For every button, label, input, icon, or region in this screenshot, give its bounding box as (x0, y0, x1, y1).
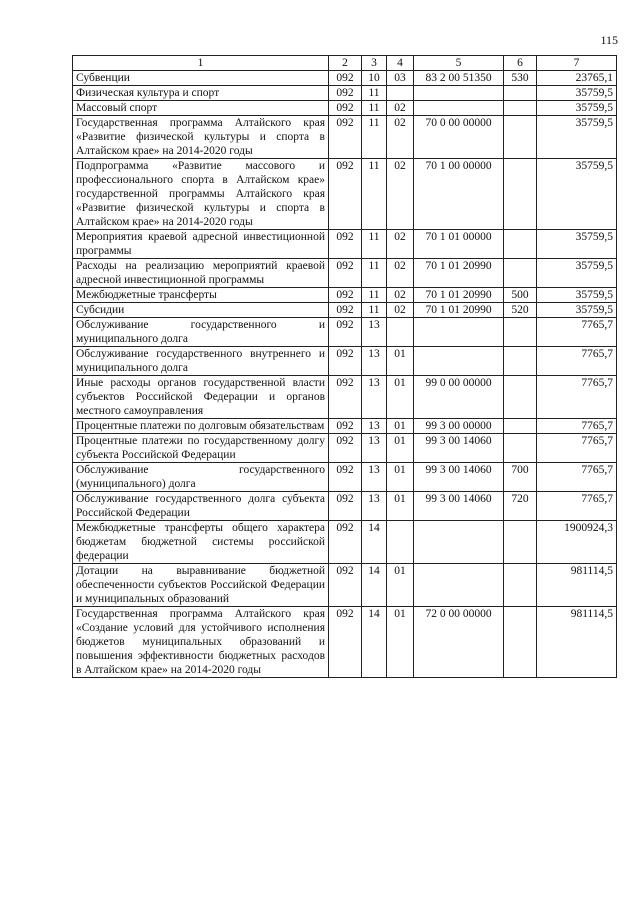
row-code-cell: 092 (329, 564, 362, 607)
table-row (73, 376, 617, 419)
row-subsection-cell: 02 (387, 288, 414, 303)
table-row (73, 116, 617, 159)
row-subsection-cell: 02 (387, 230, 414, 259)
row-target-article-cell (414, 347, 504, 376)
header-cell: 5 (414, 56, 504, 71)
row-amount-cell: 7765,7 (537, 347, 617, 376)
page-number: 115 (600, 33, 618, 47)
row-section-cell: 11 (362, 303, 387, 318)
header-cell: 2 (329, 56, 362, 71)
row-section-cell: 14 (362, 564, 387, 607)
row-name-cell: Субсидии (73, 303, 329, 318)
row-subsection-cell: 01 (387, 564, 414, 607)
row-target-article-cell: 70 0 00 00000 (414, 116, 504, 159)
row-section-cell: 11 (362, 230, 387, 259)
row-section-cell: 13 (362, 419, 387, 434)
row-section-cell: 13 (362, 463, 387, 492)
row-name-cell: Мероприятия краевой адресной инвестиционной программы (73, 230, 329, 259)
row-expense-type-cell (504, 521, 537, 564)
table-row (73, 318, 617, 347)
row-section-cell: 13 (362, 376, 387, 419)
row-section-cell: 11 (362, 288, 387, 303)
row-code-cell: 092 (329, 71, 362, 86)
row-amount-cell: 7765,7 (537, 376, 617, 419)
row-target-article-cell: 99 3 00 14060 (414, 463, 504, 492)
row-code-cell: 092 (329, 419, 362, 434)
row-target-article-cell: 99 3 00 14060 (414, 434, 504, 463)
row-expense-type-cell (504, 607, 537, 678)
table-row (73, 303, 617, 318)
row-name-cell: Межбюджетные трансферты общего характера бюджетам бюджетной системы российской федерации (73, 521, 329, 564)
row-name-cell: Процентные платежи по долговым обязательствам (73, 419, 329, 434)
row-name-cell: Государственная программа Алтайского края «Создание условий для устойчивого исполнения бюджетов муниципальных образований и повышения эффективности бюджетных расходов в Алтайском крае» на 2014-2020 годы (73, 607, 329, 678)
row-section-cell: 11 (362, 159, 387, 230)
row-expense-type-cell (504, 434, 537, 463)
row-expense-type-cell: 700 (504, 463, 537, 492)
table-row (73, 347, 617, 376)
table-row (73, 259, 617, 288)
row-section-cell: 14 (362, 607, 387, 678)
row-subsection-cell: 02 (387, 159, 414, 230)
row-expense-type-cell (504, 86, 537, 101)
header-cell: 3 (362, 56, 387, 71)
row-expense-type-cell (504, 376, 537, 419)
row-expense-type-cell (504, 419, 537, 434)
row-amount-cell: 7765,7 (537, 463, 617, 492)
row-expense-type-cell (504, 116, 537, 159)
row-amount-cell: 23765,1 (537, 71, 617, 86)
row-expense-type-cell: 720 (504, 492, 537, 521)
header-cell: 7 (537, 56, 617, 71)
row-code-cell: 092 (329, 288, 362, 303)
table-row (73, 521, 617, 564)
table-row (73, 101, 617, 116)
row-subsection-cell (387, 521, 414, 564)
row-name-cell: Физическая культура и спорт (73, 86, 329, 101)
row-subsection-cell (387, 318, 414, 347)
row-code-cell: 092 (329, 318, 362, 347)
row-expense-type-cell (504, 347, 537, 376)
row-section-cell: 13 (362, 492, 387, 521)
row-name-cell: Государственная программа Алтайского края «Развитие физической культуры и спорта в Алтайском крае» на 2014-2020 годы (73, 116, 329, 159)
row-name-cell: Процентные платежи по государственному долгу субъекта Российской Федерации (73, 434, 329, 463)
row-code-cell: 092 (329, 86, 362, 101)
row-section-cell: 14 (362, 521, 387, 564)
row-expense-type-cell (504, 230, 537, 259)
row-expense-type-cell (504, 318, 537, 347)
row-name-cell: Иные расходы органов государственной власти субъектов Российской Федерации и органов местного самоуправления (73, 376, 329, 419)
row-target-article-cell (414, 318, 504, 347)
row-amount-cell: 35759,5 (537, 303, 617, 318)
row-code-cell: 092 (329, 521, 362, 564)
row-section-cell: 11 (362, 259, 387, 288)
table-row (73, 288, 617, 303)
header-cell: 6 (504, 56, 537, 71)
row-amount-cell: 981114,5 (537, 607, 617, 678)
table-row (73, 434, 617, 463)
row-target-article-cell: 70 1 00 00000 (414, 159, 504, 230)
row-amount-cell: 35759,5 (537, 86, 617, 101)
row-expense-type-cell (504, 259, 537, 288)
row-target-article-cell: 99 3 00 00000 (414, 419, 504, 434)
table-row (73, 159, 617, 230)
row-code-cell: 092 (329, 376, 362, 419)
row-section-cell: 10 (362, 71, 387, 86)
row-amount-cell: 7765,7 (537, 434, 617, 463)
row-section-cell: 13 (362, 434, 387, 463)
row-expense-type-cell: 520 (504, 303, 537, 318)
row-code-cell: 092 (329, 463, 362, 492)
row-subsection-cell: 01 (387, 492, 414, 521)
row-expense-type-cell (504, 101, 537, 116)
row-section-cell: 11 (362, 86, 387, 101)
row-subsection-cell: 01 (387, 607, 414, 678)
table-row (73, 463, 617, 492)
row-subsection-cell (387, 86, 414, 101)
row-code-cell: 092 (329, 101, 362, 116)
row-subsection-cell: 02 (387, 116, 414, 159)
row-target-article-cell (414, 101, 504, 116)
row-section-cell: 11 (362, 101, 387, 116)
row-subsection-cell: 02 (387, 101, 414, 116)
row-amount-cell: 981114,5 (537, 564, 617, 607)
row-amount-cell: 35759,5 (537, 101, 617, 116)
row-code-cell: 092 (329, 259, 362, 288)
row-code-cell: 092 (329, 230, 362, 259)
header-cell: 1 (73, 56, 329, 71)
row-name-cell: Обслуживание государственного внутреннего и муниципального долга (73, 347, 329, 376)
row-amount-cell: 7765,7 (537, 492, 617, 521)
row-code-cell: 092 (329, 607, 362, 678)
row-name-cell: Обслуживание государственного (муниципального) долга (73, 463, 329, 492)
row-expense-type-cell (504, 564, 537, 607)
row-target-article-cell: 99 0 00 00000 (414, 376, 504, 419)
row-name-cell: Дотации на выравнивание бюджетной обеспеченности субъектов Российской Федерации и муниципальных образований (73, 564, 329, 607)
table-row (73, 492, 617, 521)
row-target-article-cell: 72 0 00 00000 (414, 607, 504, 678)
table-row (73, 71, 617, 86)
row-target-article-cell: 99 3 00 14060 (414, 492, 504, 521)
row-expense-type-cell (504, 159, 537, 230)
row-name-cell: Расходы на реализацию мероприятий краевой адресной инвестиционной программы (73, 259, 329, 288)
row-target-article-cell: 70 1 01 20990 (414, 288, 504, 303)
table-row (73, 86, 617, 101)
header-row (73, 56, 617, 71)
table-row (73, 564, 617, 607)
row-code-cell: 092 (329, 492, 362, 521)
row-target-article-cell: 70 1 01 00000 (414, 230, 504, 259)
row-target-article-cell (414, 564, 504, 607)
row-amount-cell: 35759,5 (537, 230, 617, 259)
row-subsection-cell: 02 (387, 259, 414, 288)
budget-table (72, 55, 617, 678)
row-subsection-cell: 01 (387, 376, 414, 419)
row-name-cell: Массовый спорт (73, 101, 329, 116)
row-name-cell: Обслуживание государственного и муниципального долга (73, 318, 329, 347)
row-target-article-cell: 83 2 00 51350 (414, 71, 504, 86)
header-cell: 4 (387, 56, 414, 71)
row-name-cell: Подпрограмма «Развитие массового и профессионального спорта в Алтайском крае» государственной программы Алтайского края «Развитие физической культуры и спорта в Алтайском крае» на 2014-2020 годы (73, 159, 329, 230)
row-subsection-cell: 01 (387, 347, 414, 376)
row-target-article-cell: 70 1 01 20990 (414, 259, 504, 288)
row-section-cell: 11 (362, 116, 387, 159)
row-subsection-cell: 01 (387, 463, 414, 492)
table-row (73, 230, 617, 259)
row-amount-cell: 35759,5 (537, 159, 617, 230)
row-amount-cell: 7765,7 (537, 318, 617, 347)
row-subsection-cell: 03 (387, 71, 414, 86)
row-code-cell: 092 (329, 303, 362, 318)
row-code-cell: 092 (329, 347, 362, 376)
row-name-cell: Межбюджетные трансферты (73, 288, 329, 303)
row-section-cell: 13 (362, 347, 387, 376)
row-expense-type-cell: 500 (504, 288, 537, 303)
row-target-article-cell (414, 521, 504, 564)
row-name-cell: Обслуживание государственного долга субъекта Российской Федерации (73, 492, 329, 521)
row-target-article-cell (414, 86, 504, 101)
row-name-cell: Субвенции (73, 71, 329, 86)
row-code-cell: 092 (329, 159, 362, 230)
row-code-cell: 092 (329, 116, 362, 159)
row-amount-cell: 35759,5 (537, 259, 617, 288)
row-subsection-cell: 01 (387, 434, 414, 463)
row-section-cell: 13 (362, 318, 387, 347)
row-amount-cell: 7765,7 (537, 419, 617, 434)
row-amount-cell: 1900924,3 (537, 521, 617, 564)
row-code-cell: 092 (329, 434, 362, 463)
row-amount-cell: 35759,5 (537, 288, 617, 303)
table-row (73, 419, 617, 434)
row-subsection-cell: 01 (387, 419, 414, 434)
table-row (73, 607, 617, 678)
row-target-article-cell: 70 1 01 20990 (414, 303, 504, 318)
row-expense-type-cell: 530 (504, 71, 537, 86)
row-amount-cell: 35759,5 (537, 116, 617, 159)
row-subsection-cell: 02 (387, 303, 414, 318)
table-body (73, 71, 617, 678)
